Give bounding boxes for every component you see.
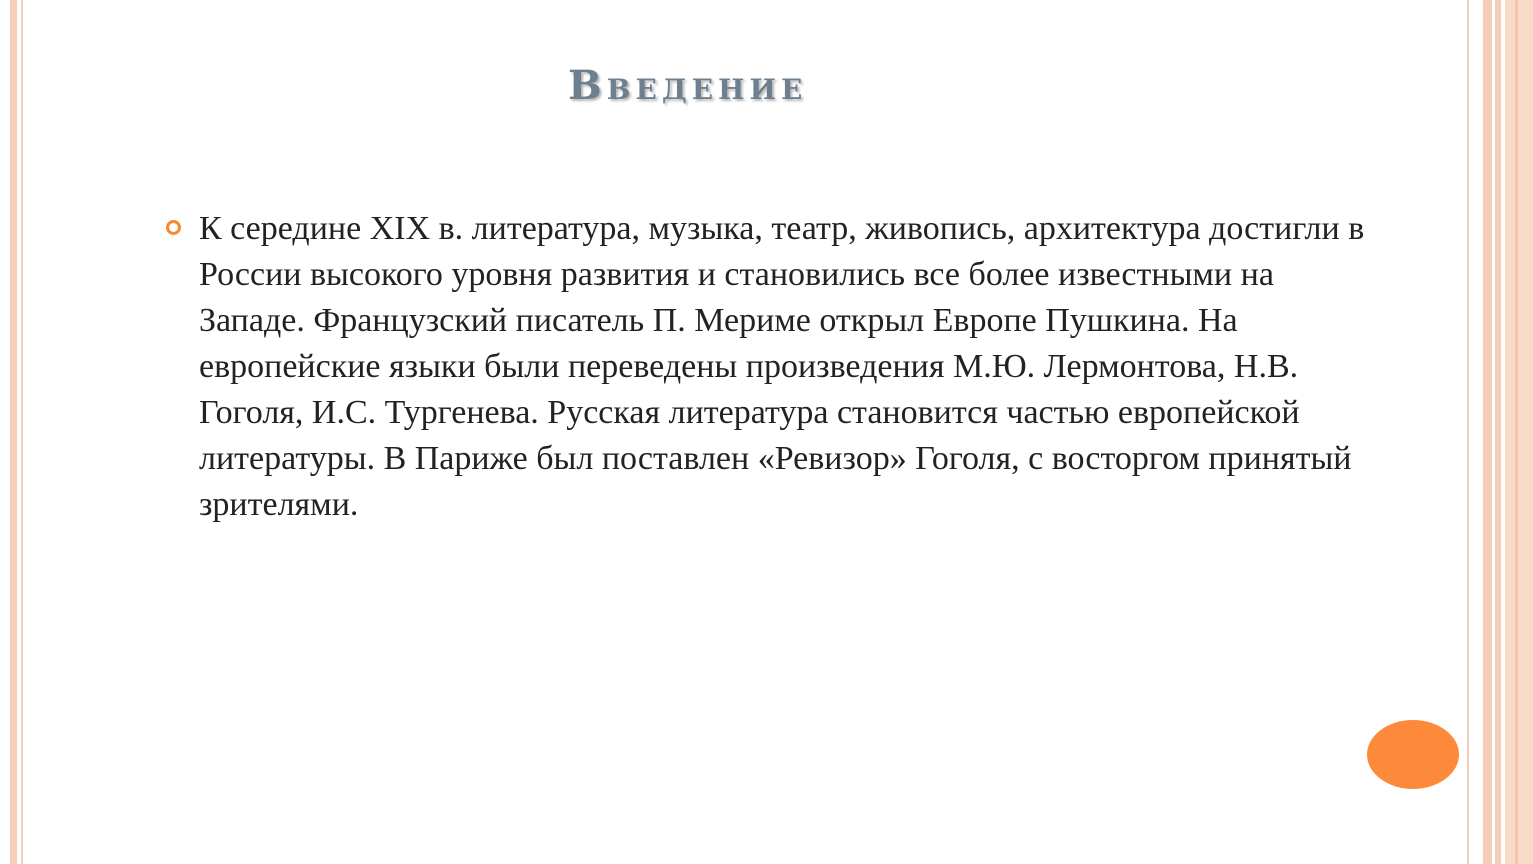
ring-bullet-icon [166, 220, 181, 235]
right-border-stripe [1505, 0, 1533, 864]
bullet-item [166, 206, 1366, 528]
bullet-text: К середине XIX в. литература, музыка, театр, живопись, архитектура достигли в России высокого уровня развития и становились все более известными на Западе. Французский писатель П. Мериме открыл Европе Пушкина. На европейские языки были переведены произведения М.Ю. Лермонтова, Н.В. Гоголя, И.С. Тургенева. Русская литература становится частью европейской литературы. В Париже был поставлен «Ревизор» Гоголя, с восторгом принятый зрителями. [199, 210, 1365, 523]
left-border-band [10, 0, 17, 864]
right-border-stripe [1467, 0, 1469, 864]
right-border-stripe [1495, 0, 1501, 864]
slide-title: Введение [568, 62, 808, 109]
orange-circle-icon [1367, 720, 1459, 789]
right-border-stripe [1483, 0, 1492, 864]
right-border-stripe [1515, 0, 1518, 864]
left-border-line [21, 0, 23, 864]
